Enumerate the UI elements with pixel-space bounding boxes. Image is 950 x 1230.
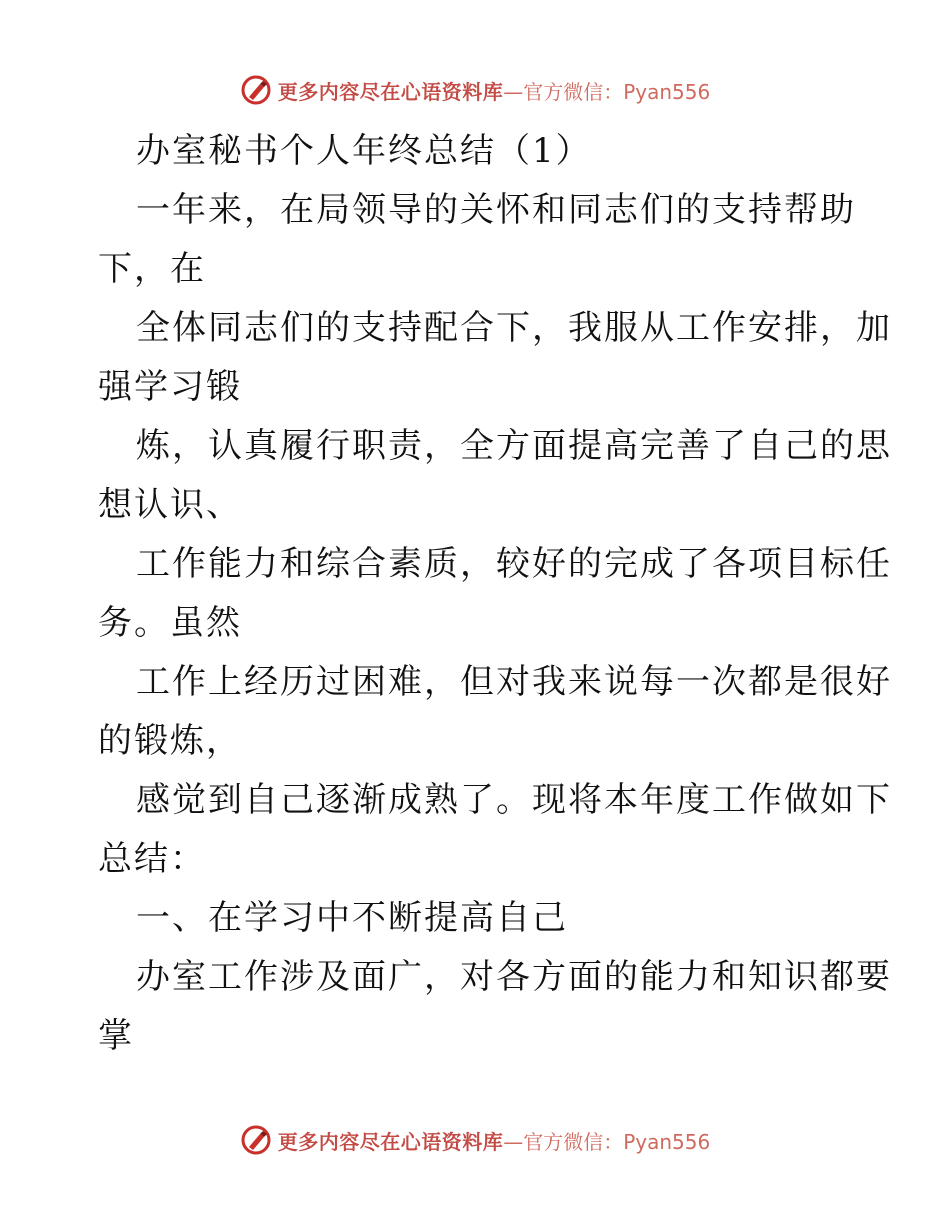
text-line: 全体同志们的支持配合下，我服从工作安排，加 bbox=[136, 308, 892, 348]
text-line: 务。虽然 bbox=[98, 603, 242, 643]
document-title: 办室秘书个人年终总结（1） bbox=[136, 131, 592, 171]
watermark-text: 更多内容尽在心语资料库 bbox=[277, 79, 504, 104]
text-line: 炼，认真履行职责，全方面提高完善了自己的思 bbox=[136, 426, 892, 466]
text-line: 想认识、 bbox=[98, 485, 242, 525]
watermark-wechat: —官方微信：Pyan556 bbox=[503, 1129, 711, 1154]
text-line: 办室工作涉及面广，对各方面的能力和知识都要 bbox=[136, 957, 892, 997]
header-watermark bbox=[0, 70, 950, 110]
pen-logo-icon bbox=[240, 1124, 272, 1156]
text-line: 工作能力和综合素质，较好的完成了各项目标任 bbox=[136, 544, 892, 584]
text-line: 一年来，在局领导的关怀和同志们的支持帮助 bbox=[136, 190, 856, 230]
footer-watermark bbox=[0, 1120, 950, 1160]
text-line: 工作上经历过困难，但对我来说每一次都是很好 bbox=[136, 662, 892, 702]
text-line: 掌 bbox=[98, 1016, 134, 1056]
section-heading: 一、在学习中不断提高自己 bbox=[136, 898, 568, 938]
pen-logo-icon bbox=[240, 74, 272, 106]
text-line: 下，在 bbox=[98, 249, 206, 289]
watermark-text: 更多内容尽在心语资料库 bbox=[277, 1129, 504, 1154]
text-line: 总结： bbox=[98, 839, 206, 879]
document-body bbox=[98, 122, 892, 1066]
text-line: 感觉到自己逐渐成熟了。现将本年度工作做如下 bbox=[136, 780, 892, 820]
text-line: 的锻炼， bbox=[98, 721, 242, 761]
watermark-wechat: —官方微信：Pyan556 bbox=[503, 79, 711, 104]
text-line: 强学习锻 bbox=[98, 367, 242, 407]
